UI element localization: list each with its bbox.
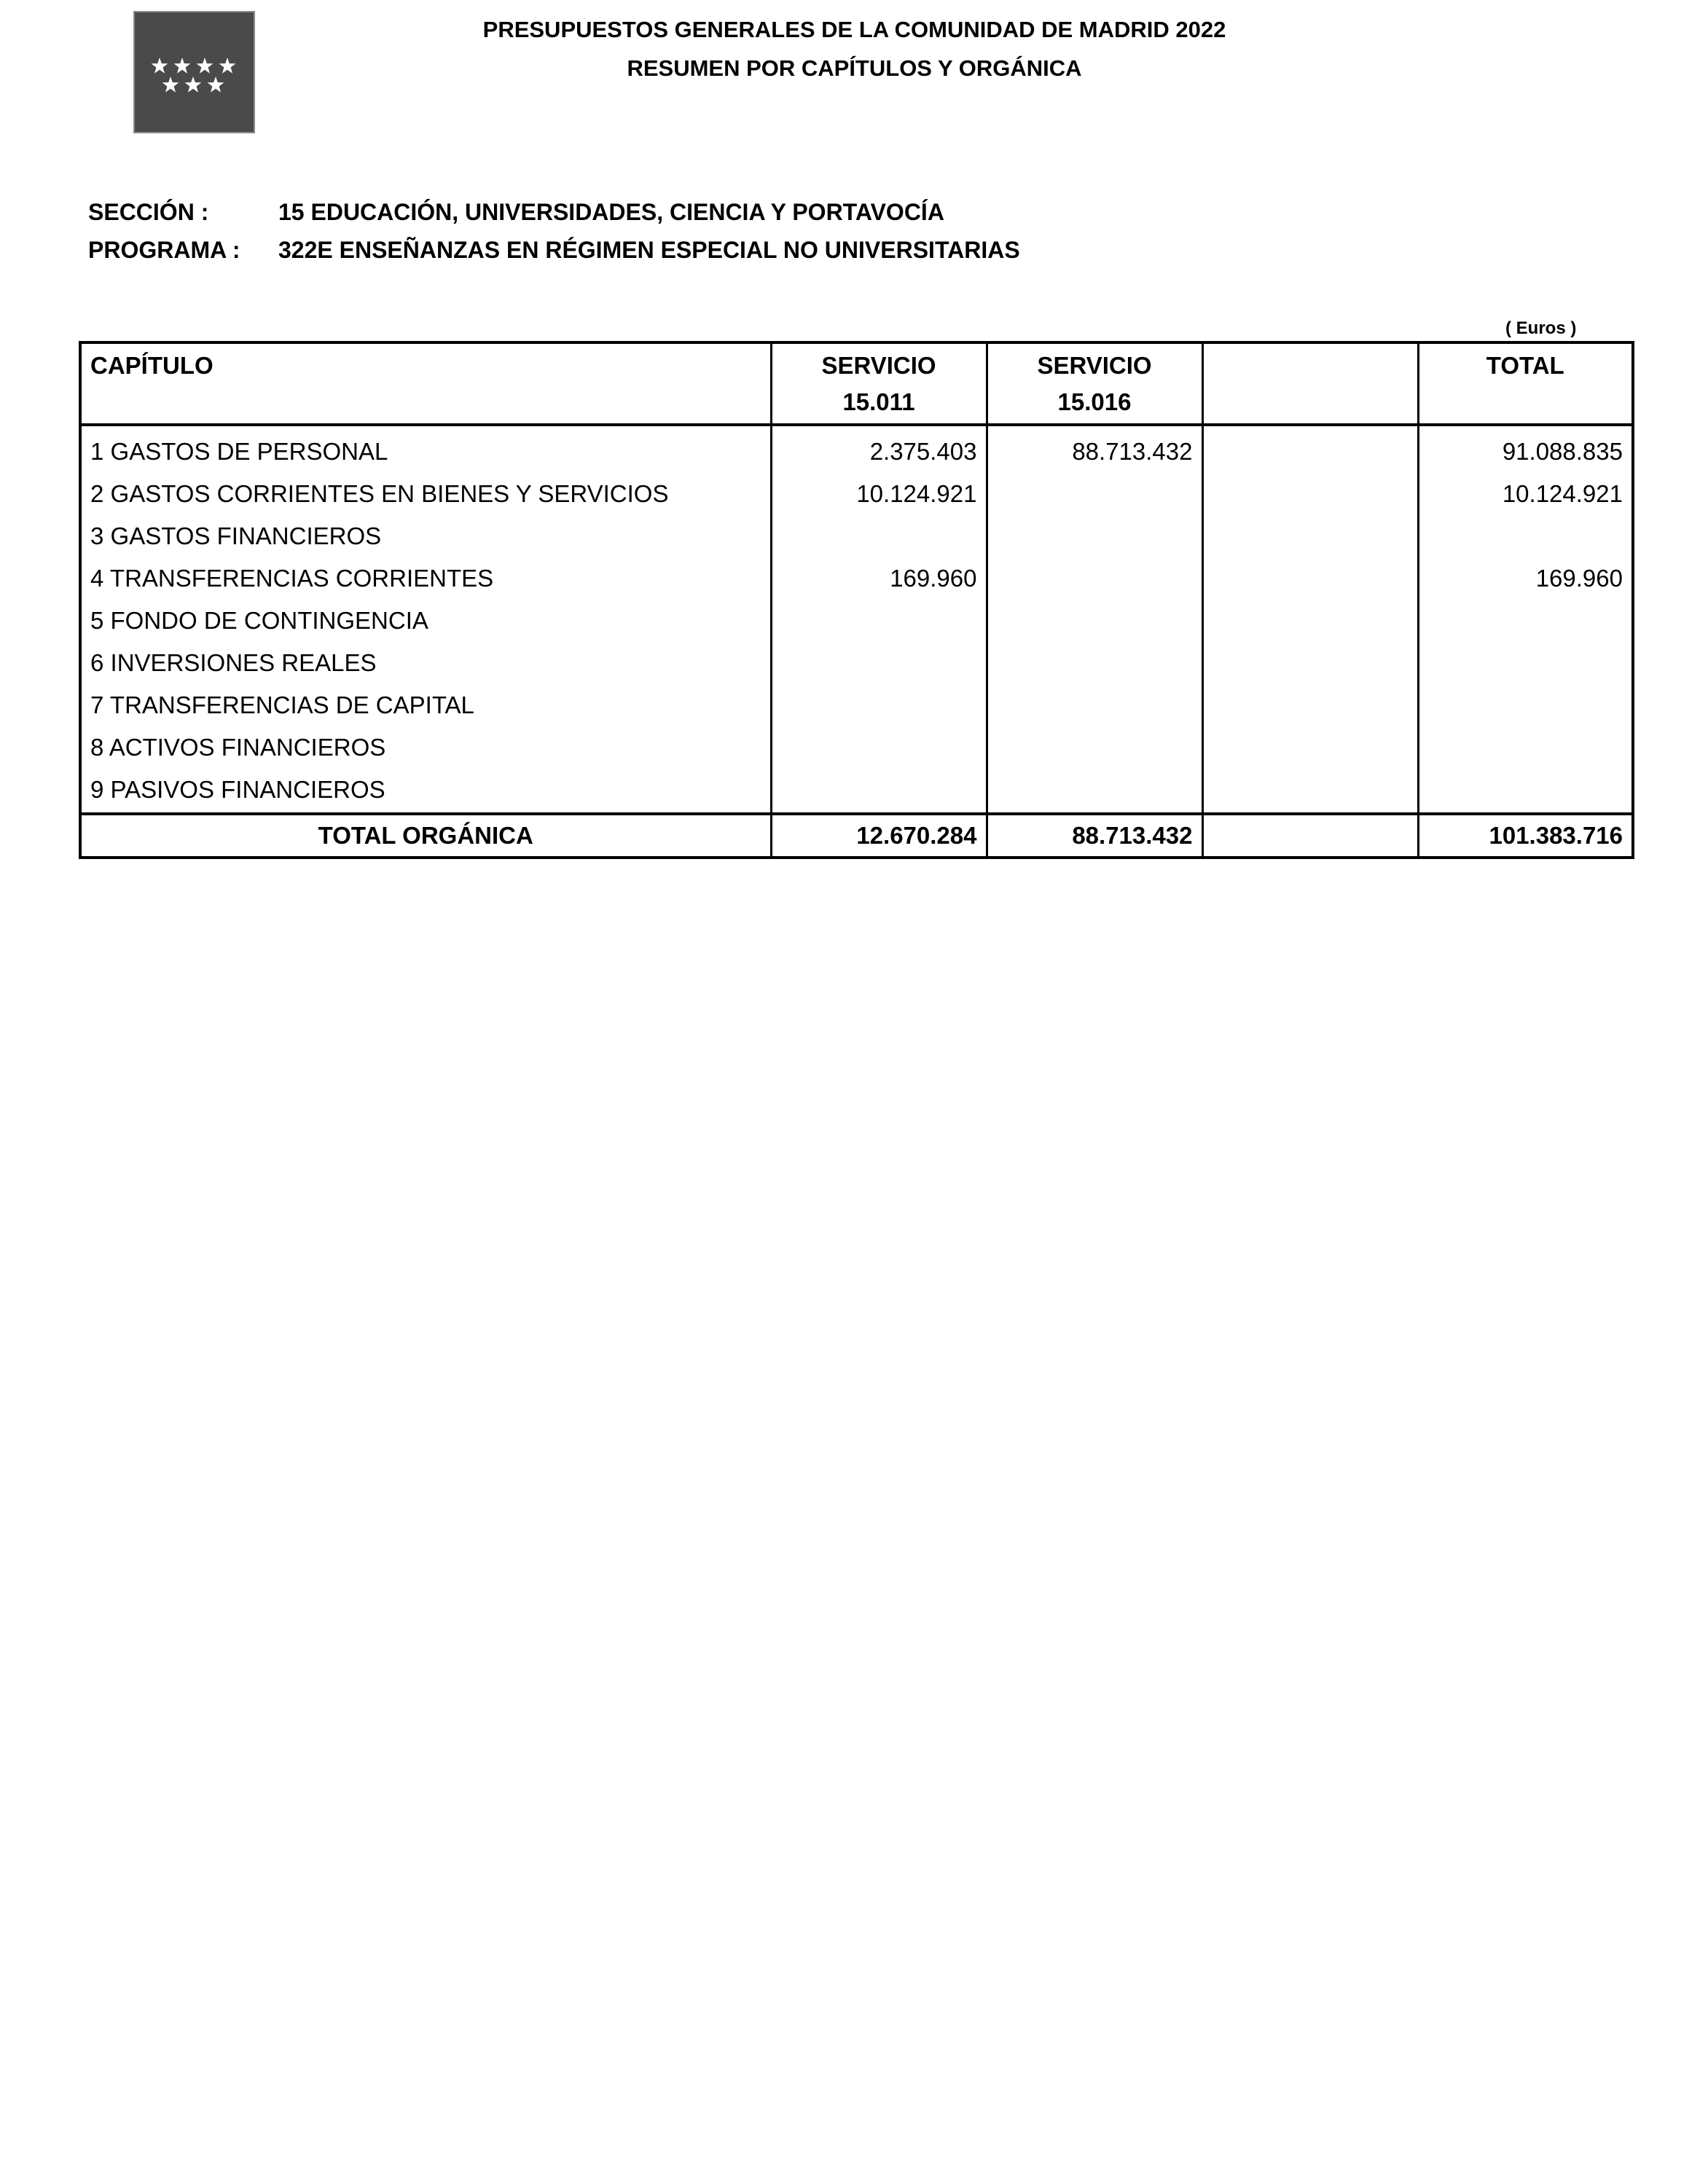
table-row [80,726,1633,769]
servicio-15016-cell [987,515,1202,557]
servicio-15016-cell [987,557,1202,600]
column-header-empty [1202,342,1418,425]
table-row [80,425,1633,473]
servicio-15011-cell [771,642,987,684]
empty-column-cell [1202,684,1418,726]
total-organica-row [80,814,1633,858]
empty-column-cell [1202,425,1418,473]
total-servicio-15011: 12.670.284 [771,814,987,858]
capitulo-cell: 2 GASTOS CORRIENTES EN BIENES Y SERVICIOS [80,473,771,515]
table-row [80,600,1633,642]
seven-stars-icon [135,12,254,132]
servicio-15016-cell [987,684,1202,726]
programa-value: 322E ENSEÑANZAS EN RÉGIMEN ESPECIAL NO UNIVERSITARIAS [278,237,1020,263]
capitulo-cell: 9 PASIVOS FINANCIEROS [80,769,771,814]
total-cell: 169.960 [1418,557,1633,600]
table-row [80,515,1633,557]
empty-column-cell [1202,600,1418,642]
total-cell [1418,726,1633,769]
total-cell: 10.124.921 [1418,473,1633,515]
servicio-15011-cell [771,515,987,557]
programa-label: PROGRAMA : [88,237,240,263]
column-header-line: SERVICIO [821,352,936,379]
total-cell: 91.088.835 [1418,425,1633,473]
total-cell [1418,684,1633,726]
servicio-15011-cell: 10.124.921 [771,473,987,515]
capitulo-cell: 8 ACTIVOS FINANCIEROS [80,726,771,769]
servicio-15011-cell [771,726,987,769]
seccion-label: SECCIÓN : [88,199,209,225]
total-cell [1418,515,1633,557]
capitulo-cell: 7 TRANSFERENCIAS DE CAPITAL [80,684,771,726]
column-header-servicio-15016 [987,342,1202,425]
table-row [80,557,1633,600]
servicio-15011-cell: 169.960 [771,557,987,600]
table-row [80,473,1633,515]
table-row [80,684,1633,726]
column-header-total [1418,342,1633,425]
comunidad-de-madrid-logo [133,11,255,133]
budget-table [79,341,1634,859]
capitulo-cell: 4 TRANSFERENCIAS CORRIENTES [80,557,771,600]
servicio-15016-cell [987,473,1202,515]
table-header-row [80,342,1633,425]
total-cell [1418,642,1633,684]
total-servicio-15016: 88.713.432 [987,814,1202,858]
empty-column-cell [1202,515,1418,557]
capitulo-cell: 6 INVERSIONES REALES [80,642,771,684]
empty-column-cell [1202,642,1418,684]
column-header-line: CAPÍTULO [90,352,214,379]
servicio-15016-cell [987,642,1202,684]
empty-column-cell [1202,557,1418,600]
column-header-line: SERVICIO [1037,352,1152,379]
servicio-15016-cell [987,600,1202,642]
servicio-15011-cell [771,769,987,814]
capitulo-cell: 5 FONDO DE CONTINGENCIA [80,600,771,642]
currency-units: ( Euros ) [1505,318,1577,338]
servicio-15016-cell: 88.713.432 [987,425,1202,473]
empty-column-cell [1202,726,1418,769]
servicio-15011-cell [771,600,987,642]
table-row [80,642,1633,684]
table-row [80,769,1633,814]
servicio-15016-cell [987,769,1202,814]
servicio-15011-cell: 2.375.403 [771,425,987,473]
empty-column-cell [1202,473,1418,515]
grand-total: 101.383.716 [1418,814,1633,858]
servicio-15011-cell [771,684,987,726]
total-cell [1418,769,1633,814]
column-header-line: 15.011 [842,388,915,415]
column-header-capitulo [80,342,771,425]
total-empty-column [1202,814,1418,858]
total-cell [1418,600,1633,642]
document-subtitle: RESUMEN POR CAPÍTULOS Y ORGÁNICA [627,55,1082,81]
document-title: PRESUPUESTOS GENERALES DE LA COMUNIDAD DE MADRID 2022 [482,17,1226,42]
capitulo-cell: 1 GASTOS DE PERSONAL [80,425,771,473]
total-organica-label: TOTAL ORGÁNICA [80,814,771,858]
column-header-line: 15.016 [1057,388,1132,415]
empty-column-cell [1202,769,1418,814]
seccion-value: 15 EDUCACIÓN, UNIVERSIDADES, CIENCIA Y PORTAVOCÍA [278,199,944,225]
column-header-line: TOTAL [1486,352,1564,379]
servicio-15016-cell [987,726,1202,769]
capitulo-cell: 3 GASTOS FINANCIEROS [80,515,771,557]
column-header-servicio-15011 [771,342,987,425]
